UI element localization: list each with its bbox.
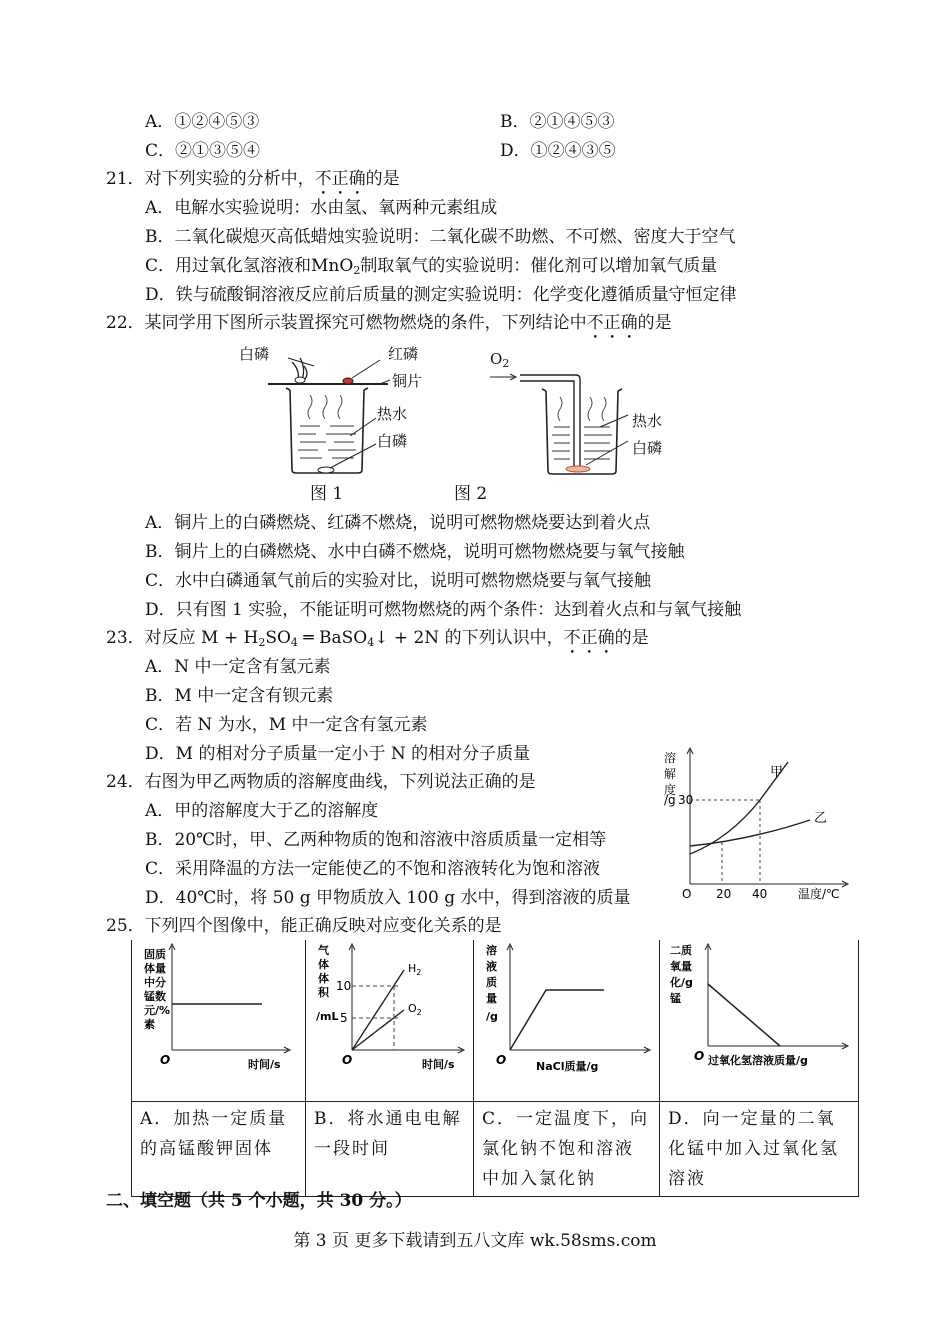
graph-x40: 40 (752, 887, 768, 901)
g4-ylabel-1: 二质 (670, 944, 692, 957)
g3-ylabel-5: /g (486, 1010, 498, 1023)
q25-graph-table (131, 940, 859, 1197)
g1-ylabel-3: 中分 (144, 976, 166, 989)
fig1-label-white-phosphorus-2: 白磷 (377, 432, 408, 450)
q22-stem: 22．某同学用下图所示装置探究可燃物燃烧的条件，下列结论中不正确的是 (106, 313, 672, 333)
q21-stem: 21．对下列实验的分析中，不正确的是 (106, 169, 400, 189)
g2-ylabel-3: 体 (318, 972, 329, 985)
q25-caption-b: B．将水通电电解一段时间 (306, 1102, 474, 1197)
g3-ylabel-2: 液 (486, 960, 497, 973)
q25-stem: 25．下列四个图像中，能正确反映对应变化关系的是 (106, 916, 502, 936)
q25-caption-c: C．一定温度下，向氯化钠不饱和溶液中加入氯化钠 (474, 1102, 660, 1197)
q21-option-a: A．电解水实验说明：水由氢、氧两种元素组成 (145, 198, 498, 218)
g1-ylabel-2: 体量 (144, 962, 166, 975)
solubility-graph (660, 740, 860, 910)
g3-ylabel-3: 质 (486, 976, 497, 989)
curve-label-jia: 甲 (770, 765, 784, 780)
curve-label-yi: 乙 (814, 811, 828, 826)
q22-option-c: C．水中白磷通氧气前后的实验对比，说明可燃物燃烧要与氧气接触 (145, 571, 652, 591)
fig1-label-red-phosphorus: 红磷 (388, 345, 419, 363)
q24-option-c: C．采用降温的方法一定能使乙的不饱和溶液转化为饱和溶液 (145, 859, 601, 879)
q23-option-a: A．N 中一定含有氢元素 (145, 657, 331, 677)
q25-cell-a (132, 940, 306, 1102)
page-footer: 第 3 页 更多下载请到五八文库 wk.58sms.com (293, 1231, 657, 1251)
g1-origin: O (160, 1053, 171, 1067)
q23-option-c: C．若 N 为水，M 中一定含有氢元素 (145, 715, 428, 735)
q25-cell-d (660, 940, 859, 1102)
g4-ylabel-2: 氧量 (670, 960, 692, 973)
q24-option-d: D．40℃时，将 50 g 甲物质放入 100 g 水中，得到溶液的质量 (145, 888, 631, 908)
q20-option-a: A．①②④⑤③ (145, 112, 260, 132)
g3-ylabel-4: 量 (486, 992, 497, 1005)
g3-xlabel: NaCl质量/g (536, 1060, 599, 1073)
q23-option-b: B．M 中一定含有钡元素 (145, 686, 334, 706)
q22-option-a: A．铜片上的白磷燃烧、红磷不燃烧，说明可燃物燃烧要达到着火点 (145, 513, 651, 533)
graph-xlabel: 温度/℃ (798, 887, 840, 901)
q23-option-d: D．M 的相对分子质量一定小于 N 的相对分子质量 (145, 744, 531, 764)
q20-option-c: C．②①③⑤④ (145, 141, 261, 161)
figure-2-beaker (490, 355, 640, 480)
graph-d (660, 940, 858, 1096)
graph-ylabel-1: 溶 (664, 751, 677, 765)
g2-origin: O (342, 1053, 353, 1067)
g3-ylabel-1: 溶 (486, 944, 497, 957)
g2-ylabel-2: 体 (318, 958, 329, 971)
graph-x20: 20 (716, 887, 732, 901)
graph-y30: 30 (678, 793, 694, 807)
fig2-label-white-phosphorus: 白磷 (632, 439, 663, 457)
g1-ylabel-5: 元/% (144, 1004, 171, 1017)
g4-ylabel-3: 化/g (670, 976, 693, 989)
fig2-label-hot-water: 热水 (632, 412, 663, 430)
q25-caption-a: A．加热一定质量的高锰酸钾固体 (132, 1102, 306, 1197)
g1-xlabel: 时间/s (248, 1058, 281, 1071)
graph-b (306, 940, 473, 1096)
q25-caption-d: D．向一定量的二氧化锰中加入过氧化氢溶液 (660, 1102, 859, 1197)
graph-ylabel-4: /g (664, 793, 676, 807)
g2-xlabel: 时间/s (422, 1058, 455, 1071)
q20-option-d: D．①②④③⑤ (500, 141, 616, 161)
figure-2-caption: 图 2 (454, 484, 488, 504)
graph-origin: O (682, 887, 692, 901)
q21-option-d: D．铁与硫酸铜溶液反应前后质量的测定实验说明：化学变化遵循质量守恒定律 (145, 285, 737, 305)
g2-ylabel-4: 积 (318, 986, 329, 999)
g2-h2-label: $H_2$ (408, 962, 422, 977)
g2-y10: 10 (336, 979, 352, 993)
figure-1-caption: 图 1 (310, 484, 344, 504)
g2-o2-label: $O_2$ (408, 1002, 422, 1017)
g3-origin: O (496, 1053, 507, 1067)
fig1-label-hot-water: 热水 (377, 405, 408, 423)
graph-a (132, 940, 305, 1096)
q21-option-b: B．二氧化碳熄灭高低蜡烛实验说明：二氧化碳不助燃、不可燃、密度大于空气 (145, 227, 736, 247)
g1-ylabel-4: 锰数 (144, 990, 166, 1003)
q25-cell-c (474, 940, 660, 1102)
g4-xlabel: 过氧化氢溶液质量/g (708, 1054, 808, 1067)
graph-ylabel-2: 解 (664, 767, 677, 781)
fig1-label-copper: 铜片 (392, 372, 423, 390)
q25-cell-b (306, 940, 474, 1102)
q22-option-d: D．只有图 1 实验，不能证明可燃物燃烧的两个条件：达到着火点和与氧气接触 (145, 600, 742, 620)
q24-option-b: B．20℃时，甲、乙两种物质的饱和溶液中溶质质量一定相等 (145, 830, 607, 850)
g1-ylabel-6: 素 (144, 1018, 155, 1031)
fig1-label-white-phosphorus: 白磷 (239, 345, 270, 363)
q23-stem: 23．对反应 $M + H_2SO_4$ ═ BaSO$_4$↓ + 2N 的下列认识中，不正确的是 (106, 628, 649, 649)
g2-ylabel-1: 气 (318, 944, 329, 957)
graph-ylabel-3: 度 (664, 783, 677, 797)
g4-origin: O (694, 1049, 705, 1063)
q24-option-a: A．甲的溶解度大于乙的溶解度 (145, 801, 379, 821)
graph-c (474, 940, 659, 1096)
fig2-label-oxygen: $O_2$ (490, 350, 510, 370)
section-2-heading: 二、填空题（共 5 个小题，共 30 分。） (106, 1191, 412, 1211)
q21-option-c: C．用过氧化氢溶液和MnO$_2$制取氧气的实验说明：催化剂可以增加氧气质量 (145, 256, 718, 277)
q22-option-b: B．铜片上的白磷燃烧、水中白磷不燃烧，说明可燃物燃烧要与氧气接触 (145, 542, 685, 562)
q20-option-b: B．②①④⑤③ (500, 112, 615, 132)
g2-y5: 5 (340, 1011, 348, 1025)
g4-ylabel-4: 锰 (670, 992, 681, 1005)
q24-stem: 24．右图为甲乙两物质的溶解度曲线，下列说法正确的是 (106, 772, 536, 792)
g1-ylabel-1: 固质 (144, 948, 166, 961)
g2-ylabel-5: /mL (316, 1010, 339, 1023)
